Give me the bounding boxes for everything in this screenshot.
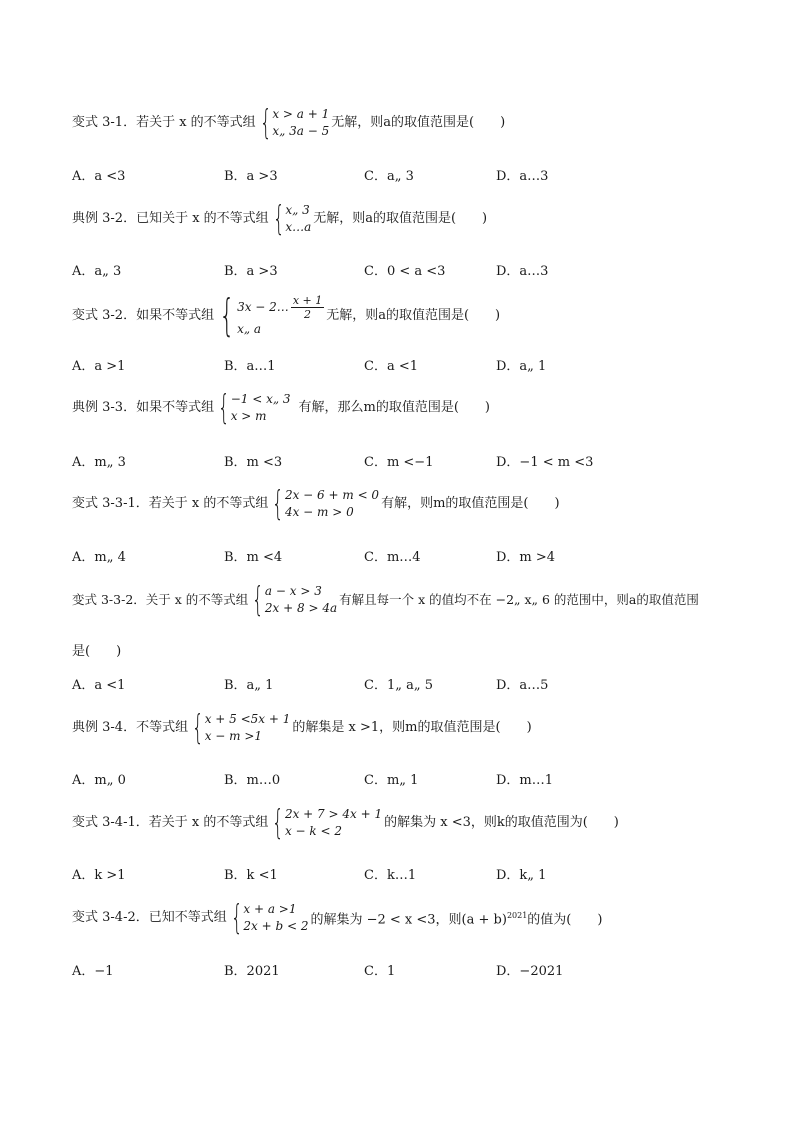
option-d[interactable]: D．a…5: [496, 678, 549, 693]
inequality-line: x„ a: [237, 322, 262, 336]
question-tail: 的解集是 x >1，则m的取值范围是( ): [292, 720, 532, 735]
question-tail: [310, 906, 602, 930]
fraction-numerator: x + 1: [292, 294, 323, 307]
inequality-system: [270, 484, 380, 524]
inequality-line: x − k < 2: [284, 824, 343, 838]
option-c[interactable]: C．k…1: [364, 868, 417, 883]
options-row: [72, 355, 732, 375]
option-d[interactable]: D．−1 < m <3: [496, 455, 594, 470]
question-stem: 变式 3-2．如果不等式组: [72, 308, 215, 323]
question-stem: 变式 3-4-2．已知不等式组: [72, 910, 227, 925]
question-stem: 变式 3-3-1．若关于 x 的不等式组: [72, 496, 269, 511]
inequality-line: x > a + 1: [272, 107, 330, 121]
left-brace: {: [252, 580, 265, 620]
options-row: [72, 451, 732, 471]
question-3-2-variant: [72, 290, 732, 341]
inequality-line: x + a >1: [243, 902, 297, 916]
option-c[interactable]: C．0 < a <3: [364, 264, 446, 279]
question-tail: 有解，则m的取值范围是( ): [381, 496, 560, 511]
option-d[interactable]: D．m >4: [496, 550, 556, 565]
option-a[interactable]: A．a >1: [72, 359, 126, 374]
inequality-system: [250, 580, 338, 620]
option-d[interactable]: D．a…3: [496, 264, 549, 279]
option-d[interactable]: D．a…3: [496, 169, 549, 184]
option-d[interactable]: D．a„ 1: [496, 359, 547, 374]
question-3-3-example: [72, 388, 732, 428]
question-3-4-example: [72, 708, 732, 748]
question-tail: 的解集为 x <3，则k的取值范围为( ): [384, 815, 619, 830]
question-tail: 有解且每一个 x 的值均不在 −2„ x„ 6 的范围中，则a的取值范围: [339, 592, 699, 607]
inequality-line: x > m: [230, 409, 267, 423]
left-brace: {: [191, 708, 204, 748]
fraction: [291, 294, 324, 321]
exponent: 2021: [506, 910, 528, 920]
question-tail: 无解，则a的取值范围是( ): [331, 115, 506, 130]
inequality-left: 3x − 2…: [237, 300, 289, 314]
question-stem: 变式 3-3-2．关于 x 的不等式组: [72, 592, 249, 607]
left-brace: {: [272, 803, 285, 843]
option-b[interactable]: B．m <3: [224, 455, 283, 470]
option-b[interactable]: B．2021: [224, 964, 280, 979]
inequality-line: 4x − m > 0: [284, 505, 354, 519]
inequality-line: 2x + b < 2: [243, 919, 309, 933]
inequality-system: [229, 898, 309, 938]
option-a[interactable]: A．a„ 3: [72, 264, 122, 279]
option-a[interactable]: A．k >1: [72, 868, 126, 883]
question-3-3-1: [72, 484, 732, 524]
inequality-line: 2x − 6 + m < 0: [284, 488, 380, 502]
inequality-system: [258, 103, 330, 143]
question-tail: 无解，则a的取值范围是( ): [313, 211, 488, 226]
inequality-line: 2x + 8 > 4a: [264, 601, 338, 615]
option-c[interactable]: C．a <1: [364, 359, 418, 374]
question-tail-text: 的解集为 −2 < x <3，则(a + b): [310, 912, 507, 928]
option-a[interactable]: A．m„ 0: [72, 773, 126, 788]
inequality-line: x + 5 <5x + 1: [204, 712, 291, 726]
question-stem: 典例 3-4．不等式组: [72, 720, 189, 735]
question-stem: 变式 3-4-1．若关于 x 的不等式组: [72, 815, 269, 830]
option-b[interactable]: B．k <1: [224, 868, 278, 883]
question-tail: 无解，则a的取值范围是( ): [326, 308, 501, 323]
question-continuation: 是( ): [72, 644, 122, 659]
option-a[interactable]: A．a <1: [72, 678, 126, 693]
options-row: [72, 960, 732, 980]
inequality-line: 2x + 7 > 4x + 1: [284, 807, 383, 821]
options-row: [72, 674, 732, 694]
inequality-line: x…a: [285, 220, 312, 234]
option-c[interactable]: C．a„ 3: [364, 169, 414, 184]
inequality-line: x„ 3a − 5: [272, 124, 330, 138]
left-brace: {: [217, 388, 230, 428]
option-c[interactable]: C．m…4: [364, 550, 421, 565]
options-row: [72, 769, 732, 789]
inequality-line: [237, 294, 324, 321]
inequality-line: a − x > 3: [264, 584, 322, 598]
inequality-system: [271, 199, 312, 239]
option-c[interactable]: C．1: [364, 964, 396, 979]
option-a[interactable]: A．a <3: [72, 169, 126, 184]
inequality-line: x − m >1: [204, 729, 263, 743]
option-c[interactable]: C．1„ a„ 5: [364, 678, 433, 693]
option-d[interactable]: D．−2021: [496, 964, 564, 979]
left-brace: {: [259, 103, 272, 143]
left-brace: {: [272, 199, 285, 239]
inequality-line: x„ 3: [285, 203, 310, 217]
question-3-1: [72, 103, 732, 143]
inequality-system: [216, 388, 291, 428]
fraction-denominator: 2: [304, 308, 312, 321]
options-row: [72, 165, 732, 185]
inequality-system: [216, 290, 324, 341]
options-row: [72, 864, 732, 884]
question-stem: 典例 3-2．已知关于 x 的不等式组: [72, 211, 269, 226]
option-d[interactable]: D．m…1: [496, 773, 554, 788]
option-c[interactable]: C．m <−1: [364, 455, 434, 470]
question-tail-text: 的值为( ): [527, 912, 603, 928]
left-brace: {: [219, 290, 235, 341]
option-a[interactable]: A．m„ 3: [72, 455, 126, 470]
option-b[interactable]: B．m <4: [224, 550, 283, 565]
question-tail: 有解，那么m的取值范围是( ): [298, 400, 491, 415]
question-stem: 典例 3-3．如果不等式组: [72, 400, 215, 415]
option-a[interactable]: A．−1: [72, 964, 114, 979]
option-b[interactable]: B．a…1: [224, 359, 276, 374]
options-row: [72, 260, 732, 280]
option-b[interactable]: B．m…0: [224, 773, 281, 788]
question-stem: 变式 3-1．若关于 x 的不等式组: [72, 115, 256, 130]
inequality-line: −1 < x„ 3: [230, 392, 291, 406]
question-3-4-1: [72, 803, 732, 843]
inequality-system: [190, 708, 291, 748]
question-3-3-2: [72, 580, 732, 620]
option-a[interactable]: A．m„ 4: [72, 550, 126, 565]
question-3-2-example: [72, 199, 732, 239]
question-3-4-2: [72, 898, 732, 938]
left-brace: {: [272, 484, 285, 524]
options-row: [72, 546, 732, 566]
option-c[interactable]: C．m„ 1: [364, 773, 419, 788]
option-b[interactable]: B．a >3: [224, 264, 278, 279]
option-b[interactable]: B．a„ 1: [224, 678, 274, 693]
option-d[interactable]: D．k„ 1: [496, 868, 547, 883]
left-brace: {: [230, 898, 243, 938]
option-b[interactable]: B．a >3: [224, 169, 278, 184]
inequality-system: [270, 803, 383, 843]
